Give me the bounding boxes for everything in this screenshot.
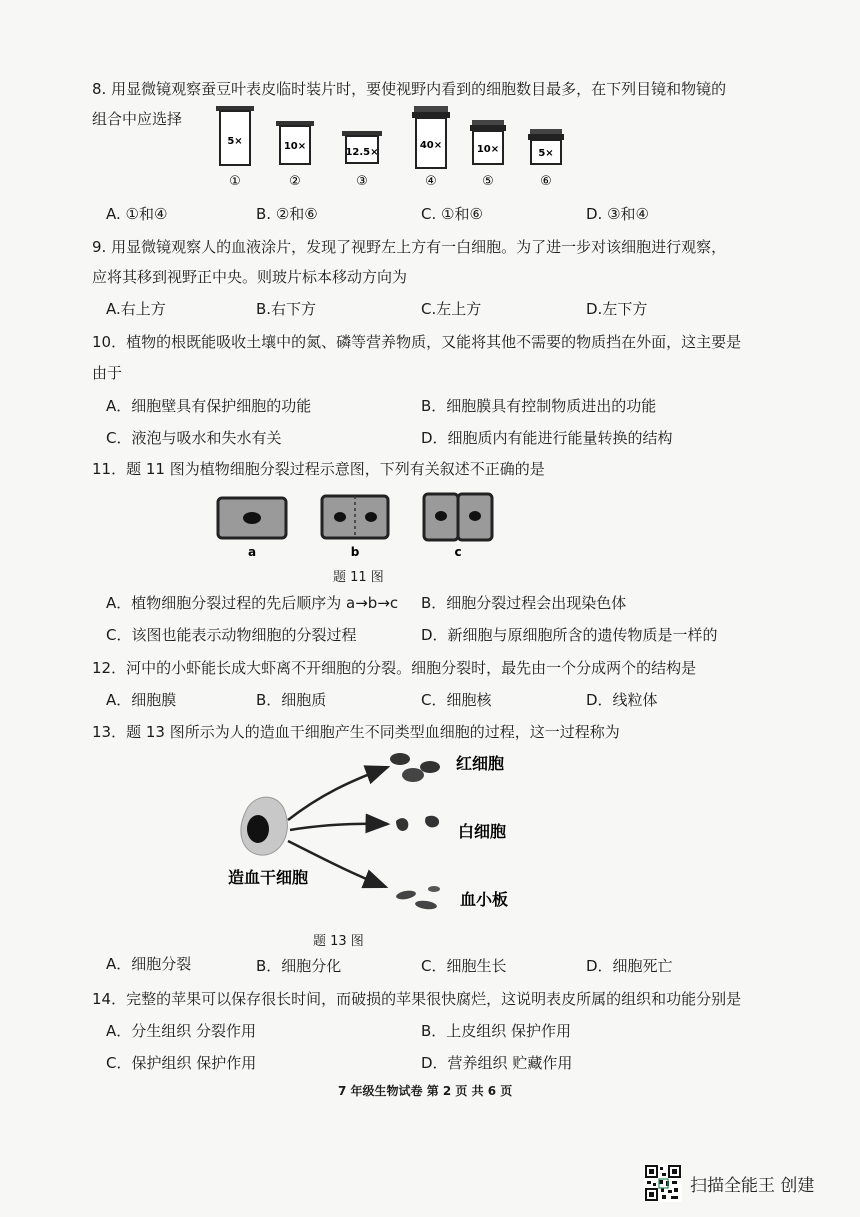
q12-stem: 12．河中的小虾能长成大虾离不开细胞的分裂。细胞分裂时，最先由一个分成两个的结构是 <box>92 659 697 677</box>
cell-division-figure <box>210 490 510 562</box>
label-platelet: 血小板 <box>460 890 509 909</box>
q13-option-a: A．细胞分裂 <box>106 955 192 973</box>
q11-option-d: D．新细胞与原细胞所含的遗传物质是一样的 <box>421 626 718 644</box>
stem-cell <box>241 797 288 855</box>
lens-5 <box>470 120 506 189</box>
q10-option-a: A．细胞壁具有保护细胞的功能 <box>106 397 312 415</box>
cell-a <box>218 498 286 559</box>
q14-option-a: A．分生组织 分裂作用 <box>106 1022 257 1040</box>
q9-option-d: D.左下方 <box>586 300 648 318</box>
q13-option-c: C．细胞生长 <box>421 957 507 975</box>
label-white-cell: 白细胞 <box>458 822 507 841</box>
lens-6 <box>528 129 564 189</box>
page-footer: 7 年级生物试卷 第 2 页 共 6 页 <box>338 1084 513 1098</box>
lens-1 <box>216 106 254 189</box>
cell-c <box>424 494 492 559</box>
cell-c-label: c <box>454 545 462 559</box>
fig11-caption: 题 11 图 <box>333 570 384 585</box>
q14-option-c: C．保护组织 保护作用 <box>106 1054 257 1072</box>
lens-2 <box>276 121 314 189</box>
q11-option-c: C．该图也能表示动物细胞的分裂过程 <box>106 626 357 644</box>
q12-option-a: A．细胞膜 <box>106 691 177 709</box>
lens-1-mag: 5× <box>227 136 243 147</box>
lens-3-num: ③ <box>356 174 368 189</box>
q11-option-b: B．细胞分裂过程会出现染色体 <box>421 594 627 612</box>
cell-a-label: a <box>247 545 257 559</box>
label-red-cell: 红细胞 <box>456 754 505 773</box>
lens-5-mag: 10× <box>476 144 500 155</box>
lens-6-num: ⑥ <box>540 174 552 189</box>
lens-1-num: ① <box>229 174 241 189</box>
lens-3 <box>342 131 382 189</box>
q8-option-b: B. ②和⑥ <box>256 205 318 223</box>
q8-option-d: D. ③和④ <box>586 205 649 223</box>
q11-option-a: A．植物细胞分裂过程的先后顺序为 a→b→c <box>106 594 399 612</box>
lens-6-mag: 5× <box>538 148 554 159</box>
q9-stem-line1: 9. 用显微镜观察人的血液涂片，发现了视野左上方有一白细胞。为了进一步对该细胞进行观察， <box>92 238 727 256</box>
q10-option-b: B．细胞膜具有控制物质进出的功能 <box>421 397 657 415</box>
q10-stem-line1: 10．植物的根既能吸收土壤中的氮、磷等营养物质，又能将其他不需要的物质挡在外面，这主要是 <box>92 333 742 351</box>
q9-option-c: C.左上方 <box>421 300 482 318</box>
lens-3-mag: 12.5× <box>345 147 379 158</box>
q14-stem: 14．完整的苹果可以保存很长时间，而破损的苹果很快腐烂，这说明表皮所属的组织和功能分别是 <box>92 990 742 1008</box>
lens-4-mag: 40× <box>419 140 443 151</box>
watermark-text: 扫描全能王 创建 <box>690 1175 815 1196</box>
red-cells <box>390 753 440 782</box>
lens-2-num: ② <box>289 174 301 189</box>
lens-figure <box>210 104 580 190</box>
cell-b-label: b <box>350 545 360 559</box>
q12-option-d: D．线粒体 <box>586 691 658 709</box>
lens-5-num: ⑤ <box>482 174 494 189</box>
platelets <box>395 886 440 910</box>
q13-stem: 13．题 13 图所示为人的造血干细胞产生不同类型血细胞的过程，这一过程称为 <box>92 723 620 741</box>
fig13-caption: 题 13 图 <box>313 934 364 949</box>
arrow-to-red <box>288 767 388 820</box>
lens-4-num: ④ <box>425 174 437 189</box>
q13-option-d: D．细胞死亡 <box>586 957 673 975</box>
q9-option-a: A.右上方 <box>106 300 166 318</box>
blood-cell-figure <box>220 745 530 925</box>
q11-stem: 11．题 11 图为植物细胞分裂过程示意图，下列有关叙述不正确的是 <box>92 460 545 478</box>
q8-stem-line2: 组合中应选择 <box>92 110 183 128</box>
q12-option-c: C．细胞核 <box>421 691 492 709</box>
q10-option-d: D．细胞质内有能进行能量转换的结构 <box>421 429 673 447</box>
q13-option-b: B．细胞分化 <box>256 957 342 975</box>
q10-stem-line2: 由于 <box>92 364 123 382</box>
q10-option-c: C．液泡与吸水和失水有关 <box>106 429 282 447</box>
arrow-to-white <box>290 824 388 830</box>
label-stem-cell: 造血干细胞 <box>228 868 309 887</box>
q8-stem-line1: 8. 用显微镜观察蚕豆叶表皮临时装片时，要使视野内看到的细胞数目最多，在下列目镜和物镜的 <box>92 80 727 98</box>
q14-option-b: B．上皮组织 保护作用 <box>421 1022 572 1040</box>
lens-4 <box>412 106 450 189</box>
q8-option-c: C. ①和⑥ <box>421 205 483 223</box>
cell-b <box>322 496 388 559</box>
q8-option-a: A. ①和④ <box>106 205 168 223</box>
q9-stem-line2: 应将其移到视野正中央。则玻片标本移动方向为 <box>92 268 408 286</box>
q12-option-b: B．细胞质 <box>256 691 327 709</box>
white-cells <box>396 816 439 831</box>
scanner-watermark <box>644 1164 814 1202</box>
qr-code-icon <box>644 1164 682 1202</box>
q14-option-d: D．营养组织 贮藏作用 <box>421 1054 573 1072</box>
q9-option-b: B.右下方 <box>256 300 317 318</box>
lens-2-mag: 10× <box>283 141 307 152</box>
